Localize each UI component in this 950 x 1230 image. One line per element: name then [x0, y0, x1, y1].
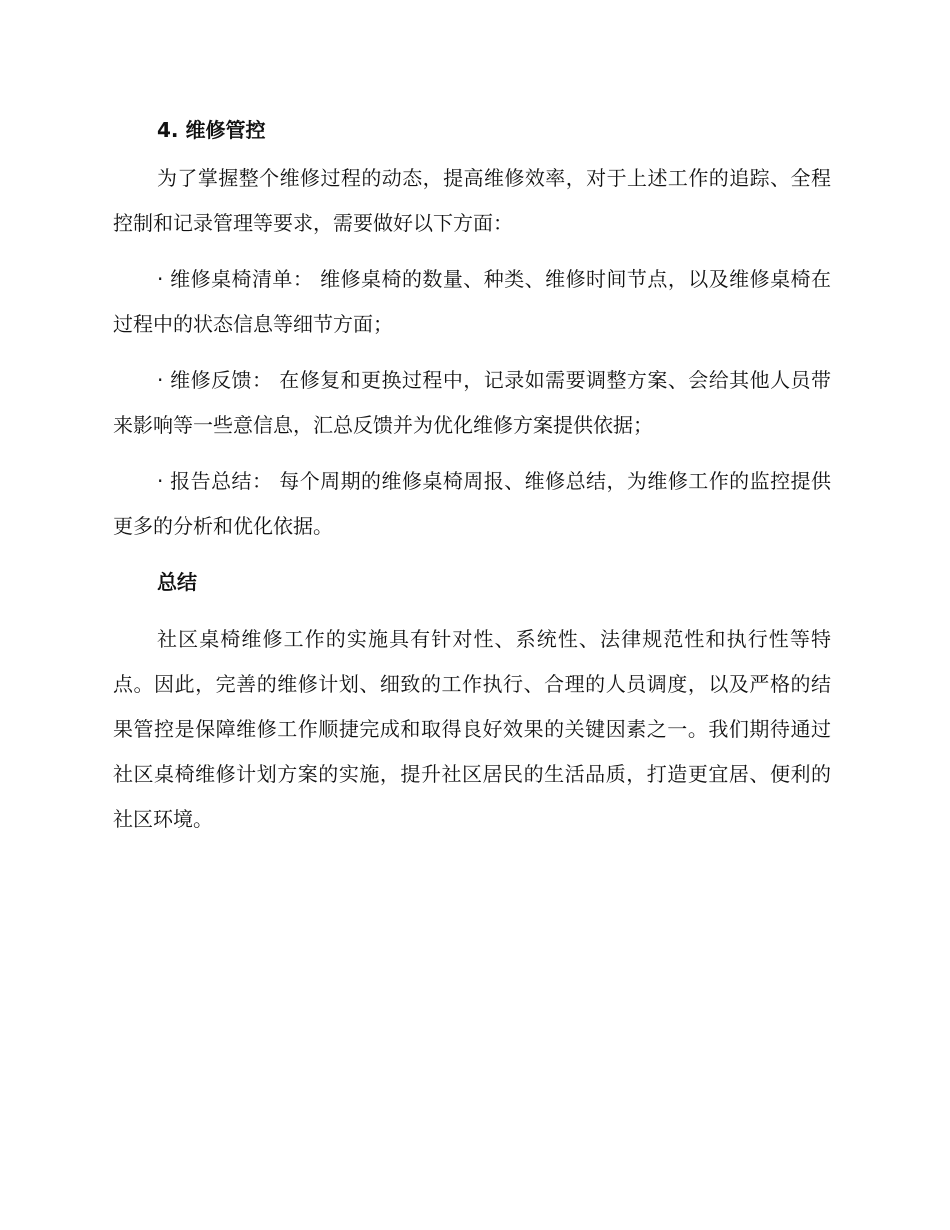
bullet-item-repair-feedback: · 维修反馈： 在修复和更换过程中，记录如需要调整方案、会给其他人员带来影响等一些意信息，汇总反馈并为优化维修方案提供依据；	[113, 368, 831, 437]
section-intro-paragraph: 为了掌握整个维修过程的动态，提高维修效率，对于上述工作的追踪、全程控制和记录管理等要求，需要做好以下方面：	[113, 166, 831, 235]
summary-heading: 总结	[157, 570, 197, 594]
summary-paragraph: 社区桌椅维修工作的实施具有针对性、系统性、法律规范性和执行性等特点。因此，完善的维修计划、细致的工作执行、合理的人员调度，以及严格的结果管控是保障维修工作顺捷完成和取得良好效果的关键因素之一。我们期待通过社区桌椅维修计划方案的实施，提升社区居民的生活品质，打造更宜居、便利的社区环境。	[113, 627, 831, 831]
bullet-item-repair-list: · 维修桌椅清单： 维修桌椅的数量、种类、维修时间节点，以及维修桌椅在过程中的状态信息等细节方面；	[113, 267, 831, 336]
bullet-item-report-summary: · 报告总结： 每个周期的维修桌椅周报、维修总结，为维修工作的监控提供更多的分析和优化依据。	[113, 469, 831, 538]
section-heading-maintenance-control: 4. 维修管控	[157, 118, 266, 142]
document-page	[113, 108, 831, 842]
